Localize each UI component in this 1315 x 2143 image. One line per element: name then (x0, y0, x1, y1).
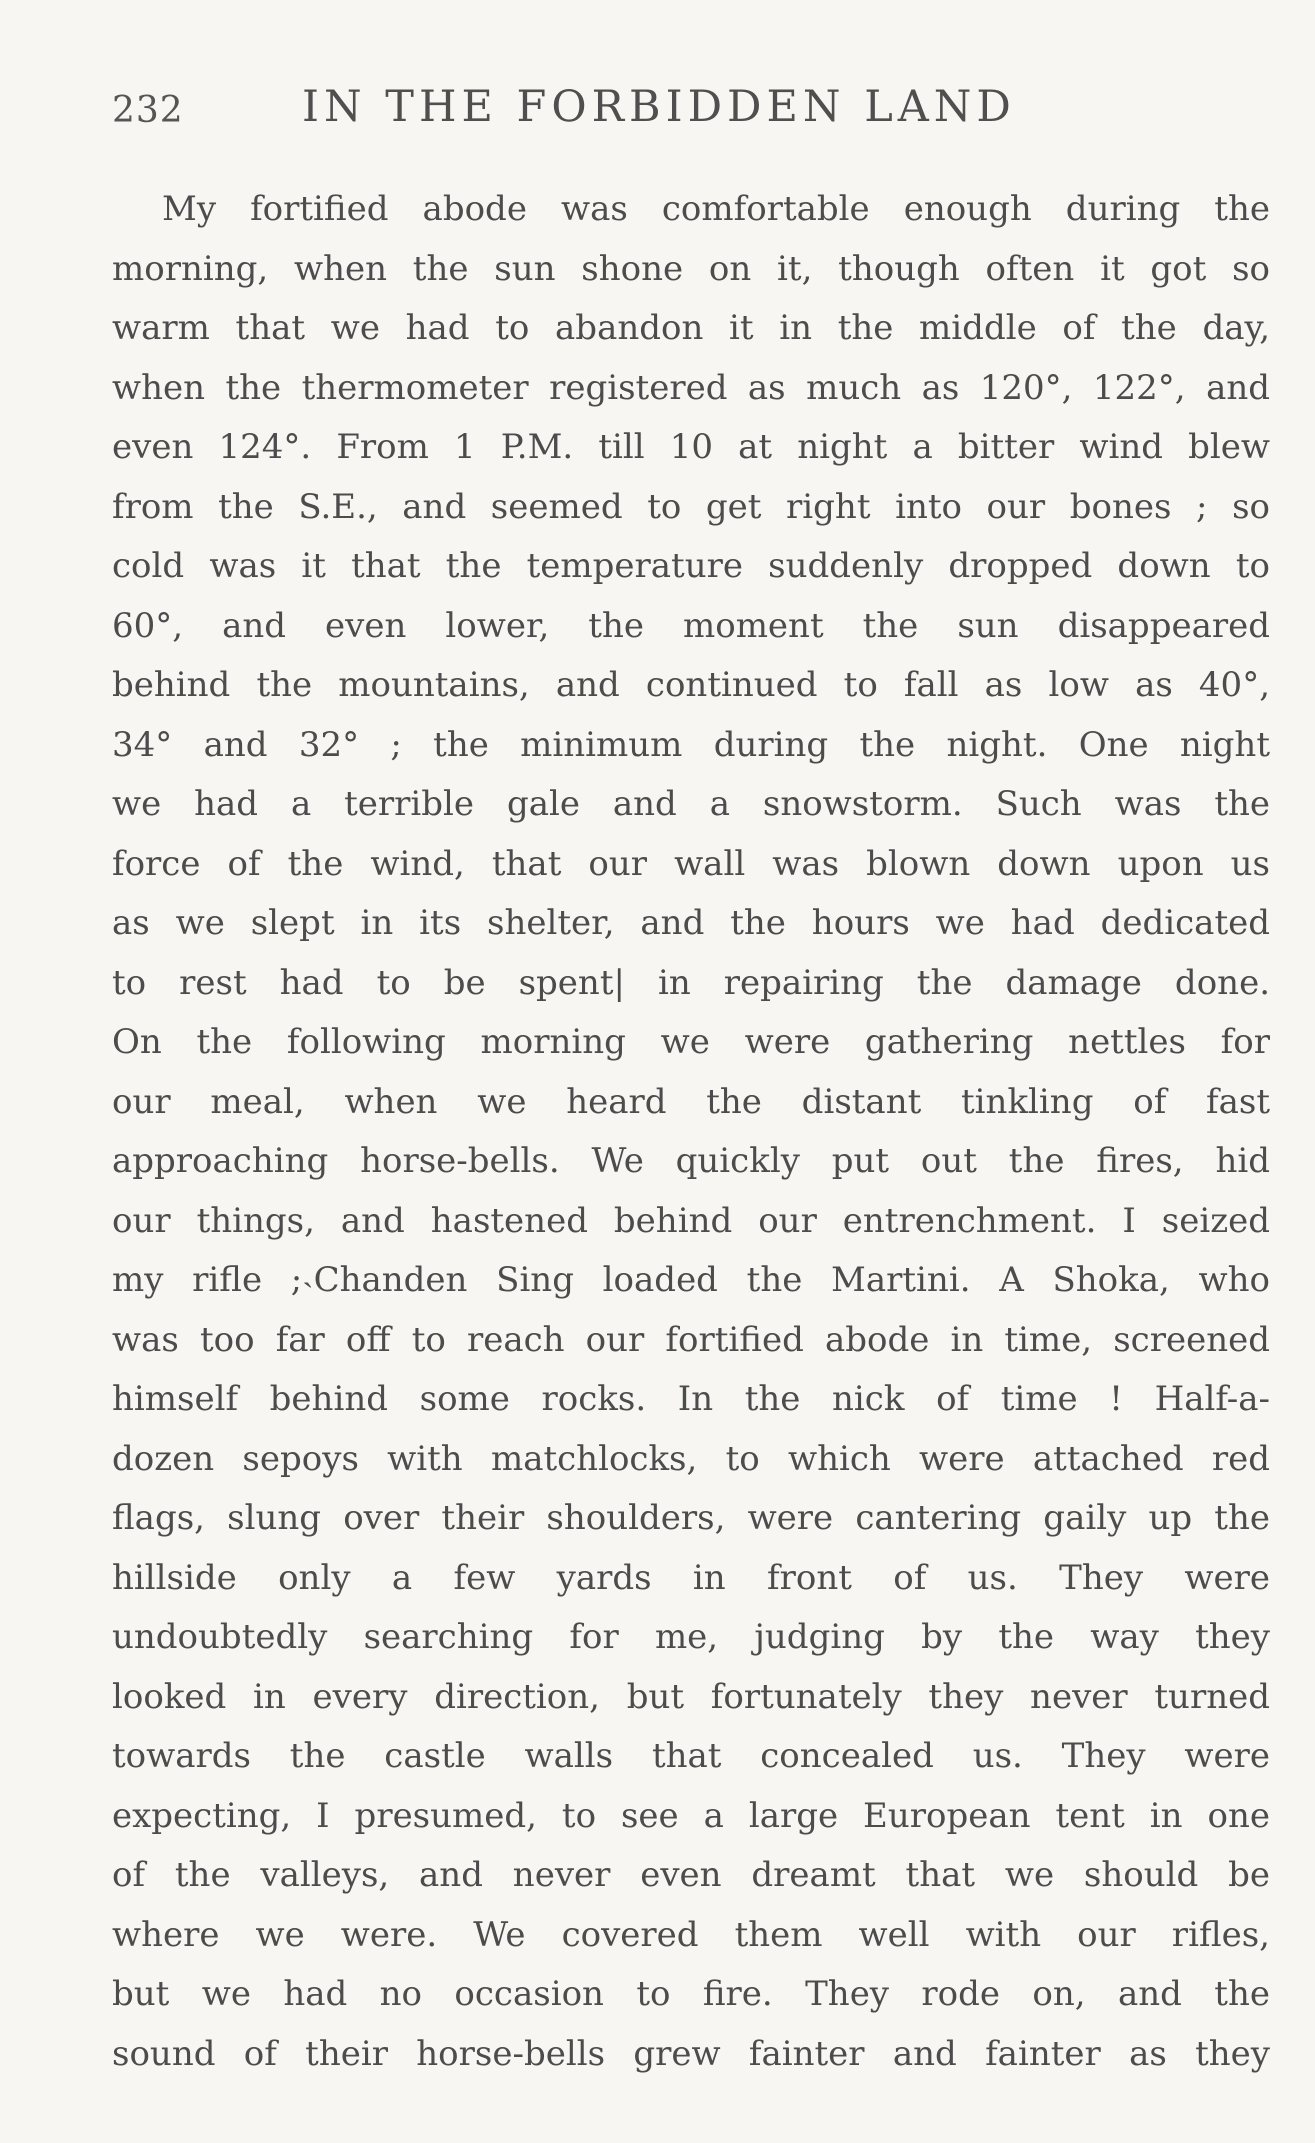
text-line: was too far off to reach our fortified abode in time, screened (112, 1319, 1270, 1360)
text-line: morning, when the sun shone on it, though often it got so (112, 248, 1270, 289)
page-header (112, 78, 1272, 138)
text-line: cold was it that the temperature suddenly dropped down to (112, 546, 1270, 586)
text-line: undoubtedly searching for me, judging by the way they (112, 1617, 1270, 1657)
text-line: where we were. We covered them well with our rifles, (112, 1914, 1270, 1955)
text-line: behind the mountains, and continued to fall as low as 40°, (112, 665, 1270, 705)
text-line: 60°, and even lower, the moment the sun disappeared (112, 605, 1270, 646)
text-line: flags, slung over their shoulders, were cantering gaily up the (112, 1498, 1270, 1538)
page-number: 232 (112, 90, 184, 131)
text-line: sound of their horse-bells grew fainter and fainter as they (112, 2033, 1270, 2074)
text-line: even 124°. From 1 P.M. till 10 at night a bitter wind blew (112, 427, 1270, 467)
text-line: of the valleys, and never even dreamt that we should be (112, 1855, 1270, 1895)
text-line: himself behind some rocks. In the nick of time ! Half-a- (112, 1379, 1270, 1419)
text-line: our things, and hastened behind our entrenchment. I seized (112, 1200, 1270, 1241)
text-line: 34° and 32° ; the minimum during the night. One night (112, 724, 1270, 765)
text-line: warm that we had to abandon it in the middle of the day, (112, 308, 1270, 348)
text-line: we had a terrible gale and a snowstorm. Such was the (112, 784, 1270, 824)
text-line: hillside only a few yards in front of us. They were (112, 1557, 1270, 1598)
text-line: when the thermometer registered as much as 120°, 122°, and (112, 367, 1270, 408)
text-line: approaching horse-bells. We quickly put out the fires, hid (112, 1141, 1270, 1181)
text-line: to rest had to be spent| in repairing the damage done. (112, 962, 1270, 1003)
text-line: but we had no occasion to fire. They rode on, and the (112, 1974, 1270, 2014)
text-line: expecting, I presumed, to see a large European tent in one (112, 1795, 1270, 1836)
text-line: my rifle ;˴Chanden Sing loaded the Martini. A Shoka, who (112, 1260, 1270, 1300)
text-line: force of the wind, that our wall was blown down upon us (112, 843, 1270, 884)
text-line: On the following morning we were gathering nettles for (112, 1022, 1270, 1062)
text-line: from the S.E., and seemed to get right into our bones ; so (112, 486, 1270, 527)
text-line: dozen sepoys with matchlocks, to which were attached red (112, 1438, 1270, 1479)
body-paragraph (112, 180, 1270, 2084)
text-line: as we slept in its shelter, and the hours we had dedicated (112, 903, 1270, 943)
text-line: towards the castle walls that concealed us. They were (112, 1736, 1270, 1776)
text-line: My fortified abode was comfortable enough during the (162, 189, 1270, 229)
text-line: our meal, when we heard the distant tinkling of fast (112, 1081, 1270, 1122)
text-line: looked in every direction, but fortunately they never turned (112, 1676, 1270, 1717)
running-title: IN THE FORBIDDEN LAND (302, 82, 1016, 132)
